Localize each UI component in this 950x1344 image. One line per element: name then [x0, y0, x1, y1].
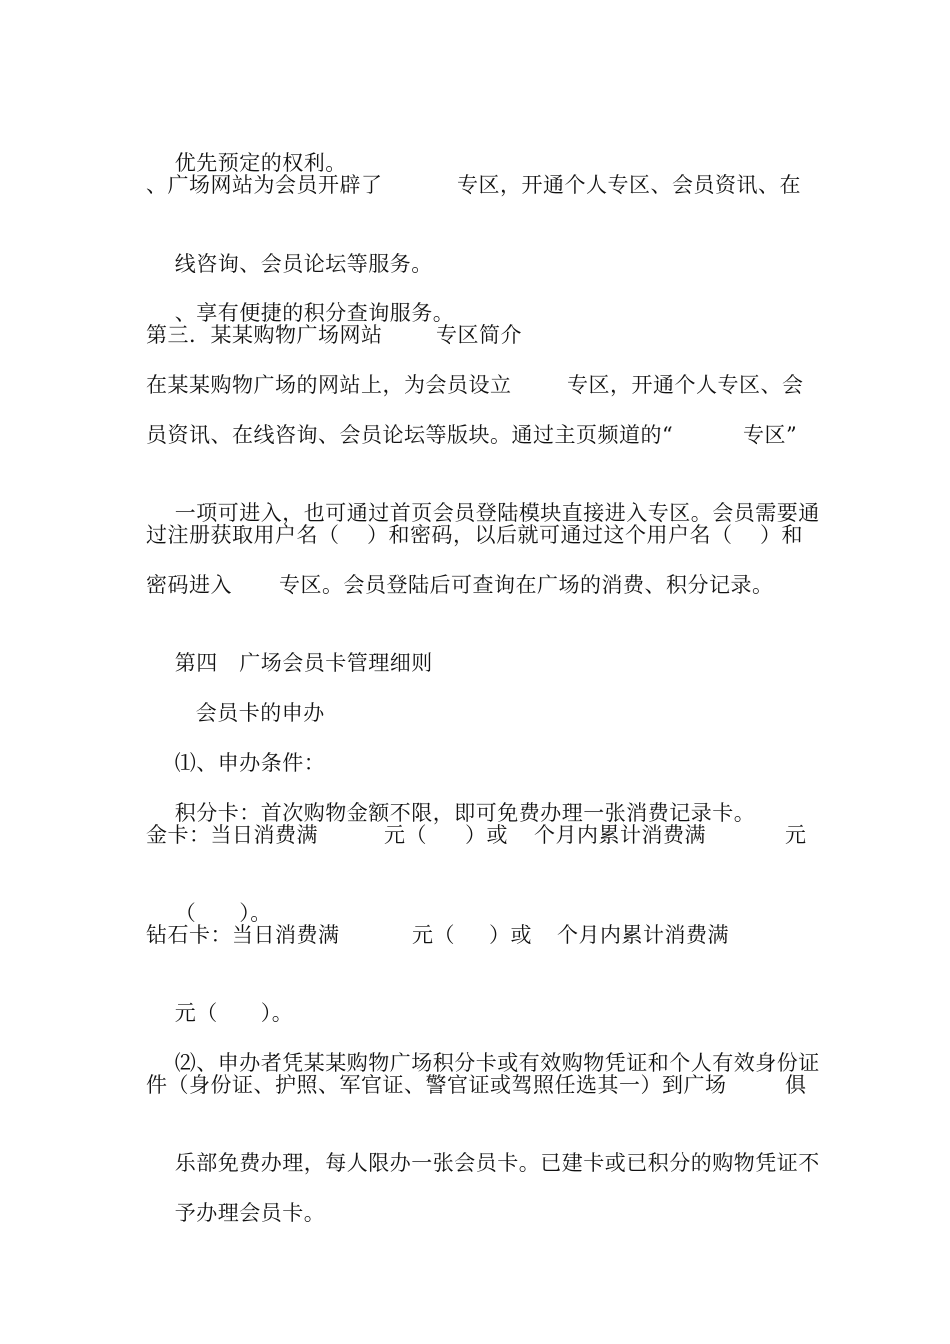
text-segment: ）和	[760, 523, 803, 547]
text-segment: 元	[785, 823, 807, 847]
text-line: ⑵、申办者凭某某购物广场积分卡或有效购物凭证和个人有效身份证	[174, 1051, 820, 1075]
text-line: 一项可进入，也可通过首页会员登陆模块直接进入专区。会员需要通	[174, 501, 820, 525]
paragraph-intro-line2	[146, 421, 806, 449]
text-segment: 个月内累计消费满	[557, 923, 729, 947]
text-segment: 密码进入	[146, 573, 232, 597]
text-line: 、享有便捷的积分查询服务。	[174, 301, 455, 325]
text-segment: 专区”	[743, 423, 798, 447]
application-procedure-line4	[146, 1171, 325, 1255]
text-line: （ ）。	[174, 901, 272, 925]
text-line: 优先预定的权利。	[174, 151, 347, 175]
paragraph-intro-line4	[146, 521, 806, 549]
text-segment: 专区。会员登陆后可查询在广场的消费、积分记录。	[279, 573, 774, 597]
text-segment: 个月内累计消费满	[534, 823, 706, 847]
text-segment: ）或	[489, 923, 532, 947]
text-line: 线咨询、会员论坛等服务。	[174, 252, 433, 276]
text-segment: 专区，开通个人专区、会	[567, 373, 804, 397]
text-segment: 件（身份证、护照、军官证、警官证或驾照任选其一）到广场	[146, 1073, 727, 1097]
section-heading-3	[146, 321, 806, 349]
text-segment: 俱	[785, 1073, 807, 1097]
text-segment: 元（	[384, 823, 427, 847]
text-line: 积分卡：首次购物金额不限，即可免费办理一张消费记录卡。	[174, 801, 756, 825]
text-segment: 过注册获取用户名（	[146, 523, 340, 547]
text-segment: 员资讯、在线咨询、会员论坛等版块。通过主页频道的“	[146, 423, 674, 447]
paragraph-website-zone-line1	[146, 171, 806, 199]
heading-segment: 专区简介	[436, 323, 522, 347]
text-segment: 、广场网站为会员开辟了	[146, 173, 383, 197]
gold-card-rule-line1	[146, 821, 806, 849]
heading-text: 第四 广场会员卡管理细则	[174, 651, 433, 675]
application-procedure-line2	[146, 1071, 806, 1099]
text-segment: ）或	[465, 823, 508, 847]
paragraph-intro-line5	[146, 571, 806, 599]
text-segment: ）和密码，以后就可通过这个用户名（	[367, 523, 733, 547]
paragraph-intro-line1	[146, 371, 806, 399]
text-segment: 钻石卡：当日消费满	[146, 923, 340, 947]
diamond-card-rule-line1	[146, 921, 806, 949]
heading-segment: 第三．某某购物广场网站	[146, 323, 383, 347]
text-line: ⑴、申办条件：	[174, 751, 326, 775]
heading-text: 会员卡的申办	[195, 701, 325, 725]
text-line: 元（ ）。	[174, 1001, 294, 1025]
text-line: 予办理会员卡。	[174, 1201, 326, 1225]
text-segment: 金卡：当日消费满	[146, 823, 318, 847]
text-line: 乐部免费办理，每人限办一张会员卡。已建卡或已积分的购物凭证不	[174, 1151, 820, 1175]
text-segment: 元（	[412, 923, 455, 947]
text-segment: 专区，开通个人专区、会员资讯、在	[457, 173, 801, 197]
text-segment: 在某某购物广场的网站上，为会员设立	[146, 373, 512, 397]
